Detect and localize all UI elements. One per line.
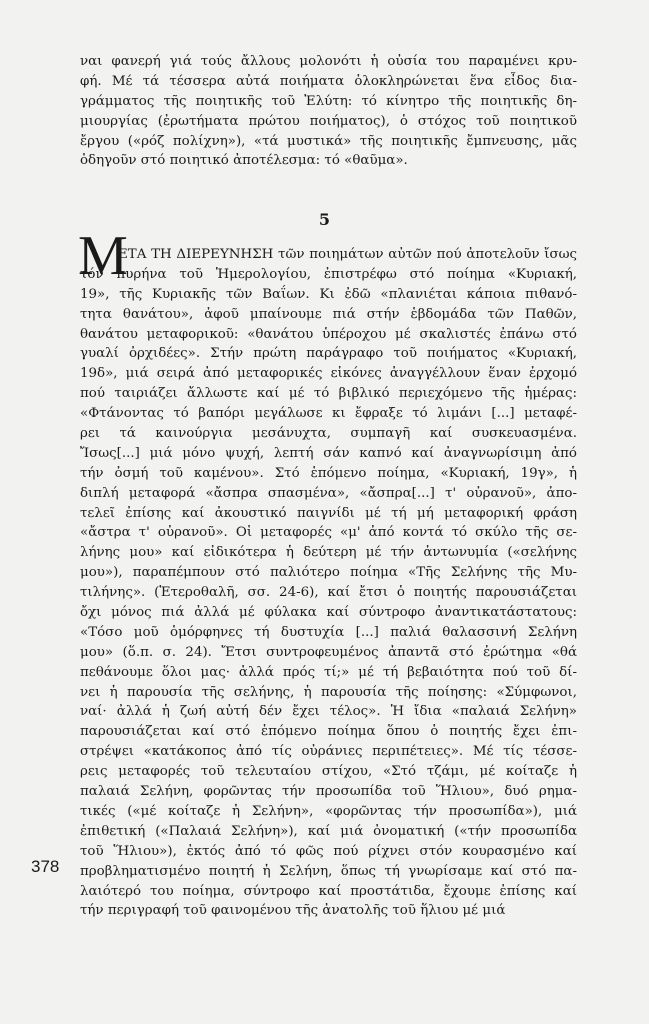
text-line: πεθάνουμε ὅλοι μας· ἀλλά πρός τί;» μέ τή βεβαιότητα πού τοῦ δί- xyxy=(80,664,577,680)
paragraph-continuation xyxy=(80,52,577,171)
text-line: Ἴσως[...] μιά μόνο ψυχή, λεπτή σάν καπνό καί ἀναγνωρίσιμη ἀπό xyxy=(80,445,577,461)
section-number: 5 xyxy=(318,210,331,229)
text-line: μιουργίας (ἐρωτήματα πρώτου ποιήματος), ὁ στόχος τοῦ ποιητικοῦ xyxy=(80,113,577,129)
text-line: ρει τά καινούργια μεσάνυχτα, συμπαγῆ καί συσκευασμένα. xyxy=(80,426,577,442)
text-line: γυαλί ὀρχιδέες». Στήν πρώτη παράγραφο τοῦ ποιήματος «Κυριακή, xyxy=(80,346,577,362)
text-line: τόν πυρήνα τοῦ Ἡμερολογίου, ἐπιστρέφω στό ποίημα «Κυριακή, xyxy=(80,266,577,282)
text-line: τικές («μέ κοίταζε ἡ Σελήνη», «φορῶντας τήν προσωπίδα»), μιά xyxy=(80,803,577,819)
text-line: τήν ὀσμή τοῦ καμένου». Στό ἑπόμενο ποίημα, «Κυριακή, 19γ», ἡ xyxy=(80,465,577,481)
text-line: στρέψει «κατάκοπος ἀπό τίς οὐράνιες περιπέτειες». Μέ τίς τέσσε- xyxy=(80,744,577,760)
text-line: γράμματος τῆς ποιητικῆς τοῦ Ἐλύτη: τό κίνητρο τῆς ποιητικῆς δη- xyxy=(80,93,577,109)
text-line: λήνης μου» καί εἰδικότερα ἡ δεύτερη μέ τήν ἀντωνυμία («σελήνης xyxy=(80,545,577,561)
paragraph-section-5 xyxy=(80,245,577,921)
text-line: τητα θανάτου», ἀφοῦ μπαίνουμε πιά στήν ἑβδομάδα τῶν Παθῶν, xyxy=(80,306,577,322)
text-line: ἔργου («ρόζ πολίχνη»), «τά μυστικά» τῆς ποιητικῆς ἔμπνευσης, μᾶς xyxy=(80,133,577,149)
text-line: διπλή μεταφορά «ἄσπρα σπασμένα», «ἄσπρα[...] τ' οὐρανοῦ», ἀπο- xyxy=(80,485,577,501)
drop-cap: M xyxy=(78,225,128,287)
text-line: τελεῖ ἐπίσης καί ἀκουστικό παιγνίδι μέ τή μή μεταφορική φράση xyxy=(80,505,577,521)
text-line: ἐπιθετική («Παλαιά Σελήνη»), καί μιά ὀνοματική («τήν προσωπίδα xyxy=(80,823,577,839)
text-line: ΕΤΑ ΤΗ ΔΙΕΡΕΥΝΗΣΗ τῶν ποιημάτων αὐτῶν πού ἀποτελοῦν ἴσως xyxy=(118,247,577,262)
text-line: νει ἡ παρουσία τῆς σελήνης, ἡ παρουσία τῆς ποίησης: «Σύμφωνοι, xyxy=(80,684,577,700)
text-line: ναι φανερή γιά τούς ἄλλους μολονότι ἡ οὐσία του παραμένει κρυ- xyxy=(80,54,577,69)
text-line: παλαιά Σελήνη, φορῶντας τήν προσωπίδα τοῦ Ἥλιου», δυό ρημα- xyxy=(80,784,577,800)
text-line: 19δ», μιά σειρά ἀπό μεταφορικές εἰκόνες ἀναγγέλλουν ἕναν ἐρχομό xyxy=(80,366,577,382)
text-line: «ἄστρα τ' οὐρανοῦ». Οἱ μεταφορές «μ' ἀπό κοντά τό σκύλο τῆς σε- xyxy=(80,525,577,541)
text-line: τιλήνης». (Ἑτεροθαλῆ, σσ. 24-6), καί ἔτσι ὁ ποιητής παρουσιάζεται xyxy=(80,585,577,601)
text-line: φή. Μέ τά τέσσερα αὐτά ποιήματα ὁλοκληρώνεται ἕνα εἶδος δια- xyxy=(80,73,577,89)
text-line: λαιότερό του ποίημα, σύντροφο καί προστάτιδα, ἔχουμε ἐπίσης καί xyxy=(80,883,577,899)
text-line: μου» (ὅ.π. σ. 24). Ἔτσι συντροφευμένος ἀπαντᾶ στό ἐρώτημα «θά xyxy=(80,644,577,660)
text-line: παρουσιάζεται καί στό ἑπόμενο ποίημα ὅπου ὁ ποιητής ἔχει ἐπι- xyxy=(80,724,577,740)
text-line: ὁδηγοῦν στό ποιητικό ἀποτέλεσμα: τό «θαῦμα». xyxy=(80,153,408,169)
text-line: θανάτου μεταφορικοῦ: «θανάτου ὑπέροχου μέ σκαλιστές ἐπάνω στό xyxy=(80,326,577,342)
text-line: τοῦ Ἥλιου»), ἐκτός ἀπό τό φῶς πού ρίχνει στόν κουρασμένο καί xyxy=(80,843,577,859)
text-line: «Φτάνοντας τό βαπόρι μεγάλωσε κι ἔφραξε τό λιμάνι [...] μεταφέ- xyxy=(80,406,577,422)
text-line: ὄχι μόνος πιά ἀλλά μέ φύλακα καί σύντροφο ἀναντικατάστατους: xyxy=(80,605,577,621)
text-line: ναί· ἀλλά ἡ ζωή αὐτή δέν ἔχει τέλος». Ἡ ἴδια «παλαιά Σελήνη» xyxy=(80,704,577,720)
text-line: «Τόσο μοῦ ὁμόρφηνες τή δυστυχία [...] παλιά θαλασσινή Σελήνη xyxy=(80,624,577,640)
text-line: 19», τῆς Κυριακῆς τῶν Βαΐων. Κι ἐδῶ «πλανιέται κάποια πιθανό- xyxy=(80,286,577,302)
text-line: τήν περιγραφή τοῦ φαινομένου τῆς ἀνατολῆς τοῦ ἥλιου μέ μιά xyxy=(80,903,506,919)
text-line: μου»), παραπέμπουν στό παλιότερο ποίημα «Τῆς Σελήνης τῆς Μυ- xyxy=(80,565,577,581)
page-number: 378 xyxy=(31,857,60,876)
text-line: πού ταιριάζει ἄλλωστε καί μέ τό βιβλικό περιεχόμενο τῆς ἡμέρας: xyxy=(80,386,577,402)
text-line: ρεις μεταφορές τοῦ τελευταίου στίχου, «Στό τζάμι, μέ κοίταζε ἡ xyxy=(80,764,577,780)
text-line: προβληματισμένο ποιητή ἡ Σελήνη, ὅπως τή γνωρίσαμε καί στό πα- xyxy=(80,863,577,879)
